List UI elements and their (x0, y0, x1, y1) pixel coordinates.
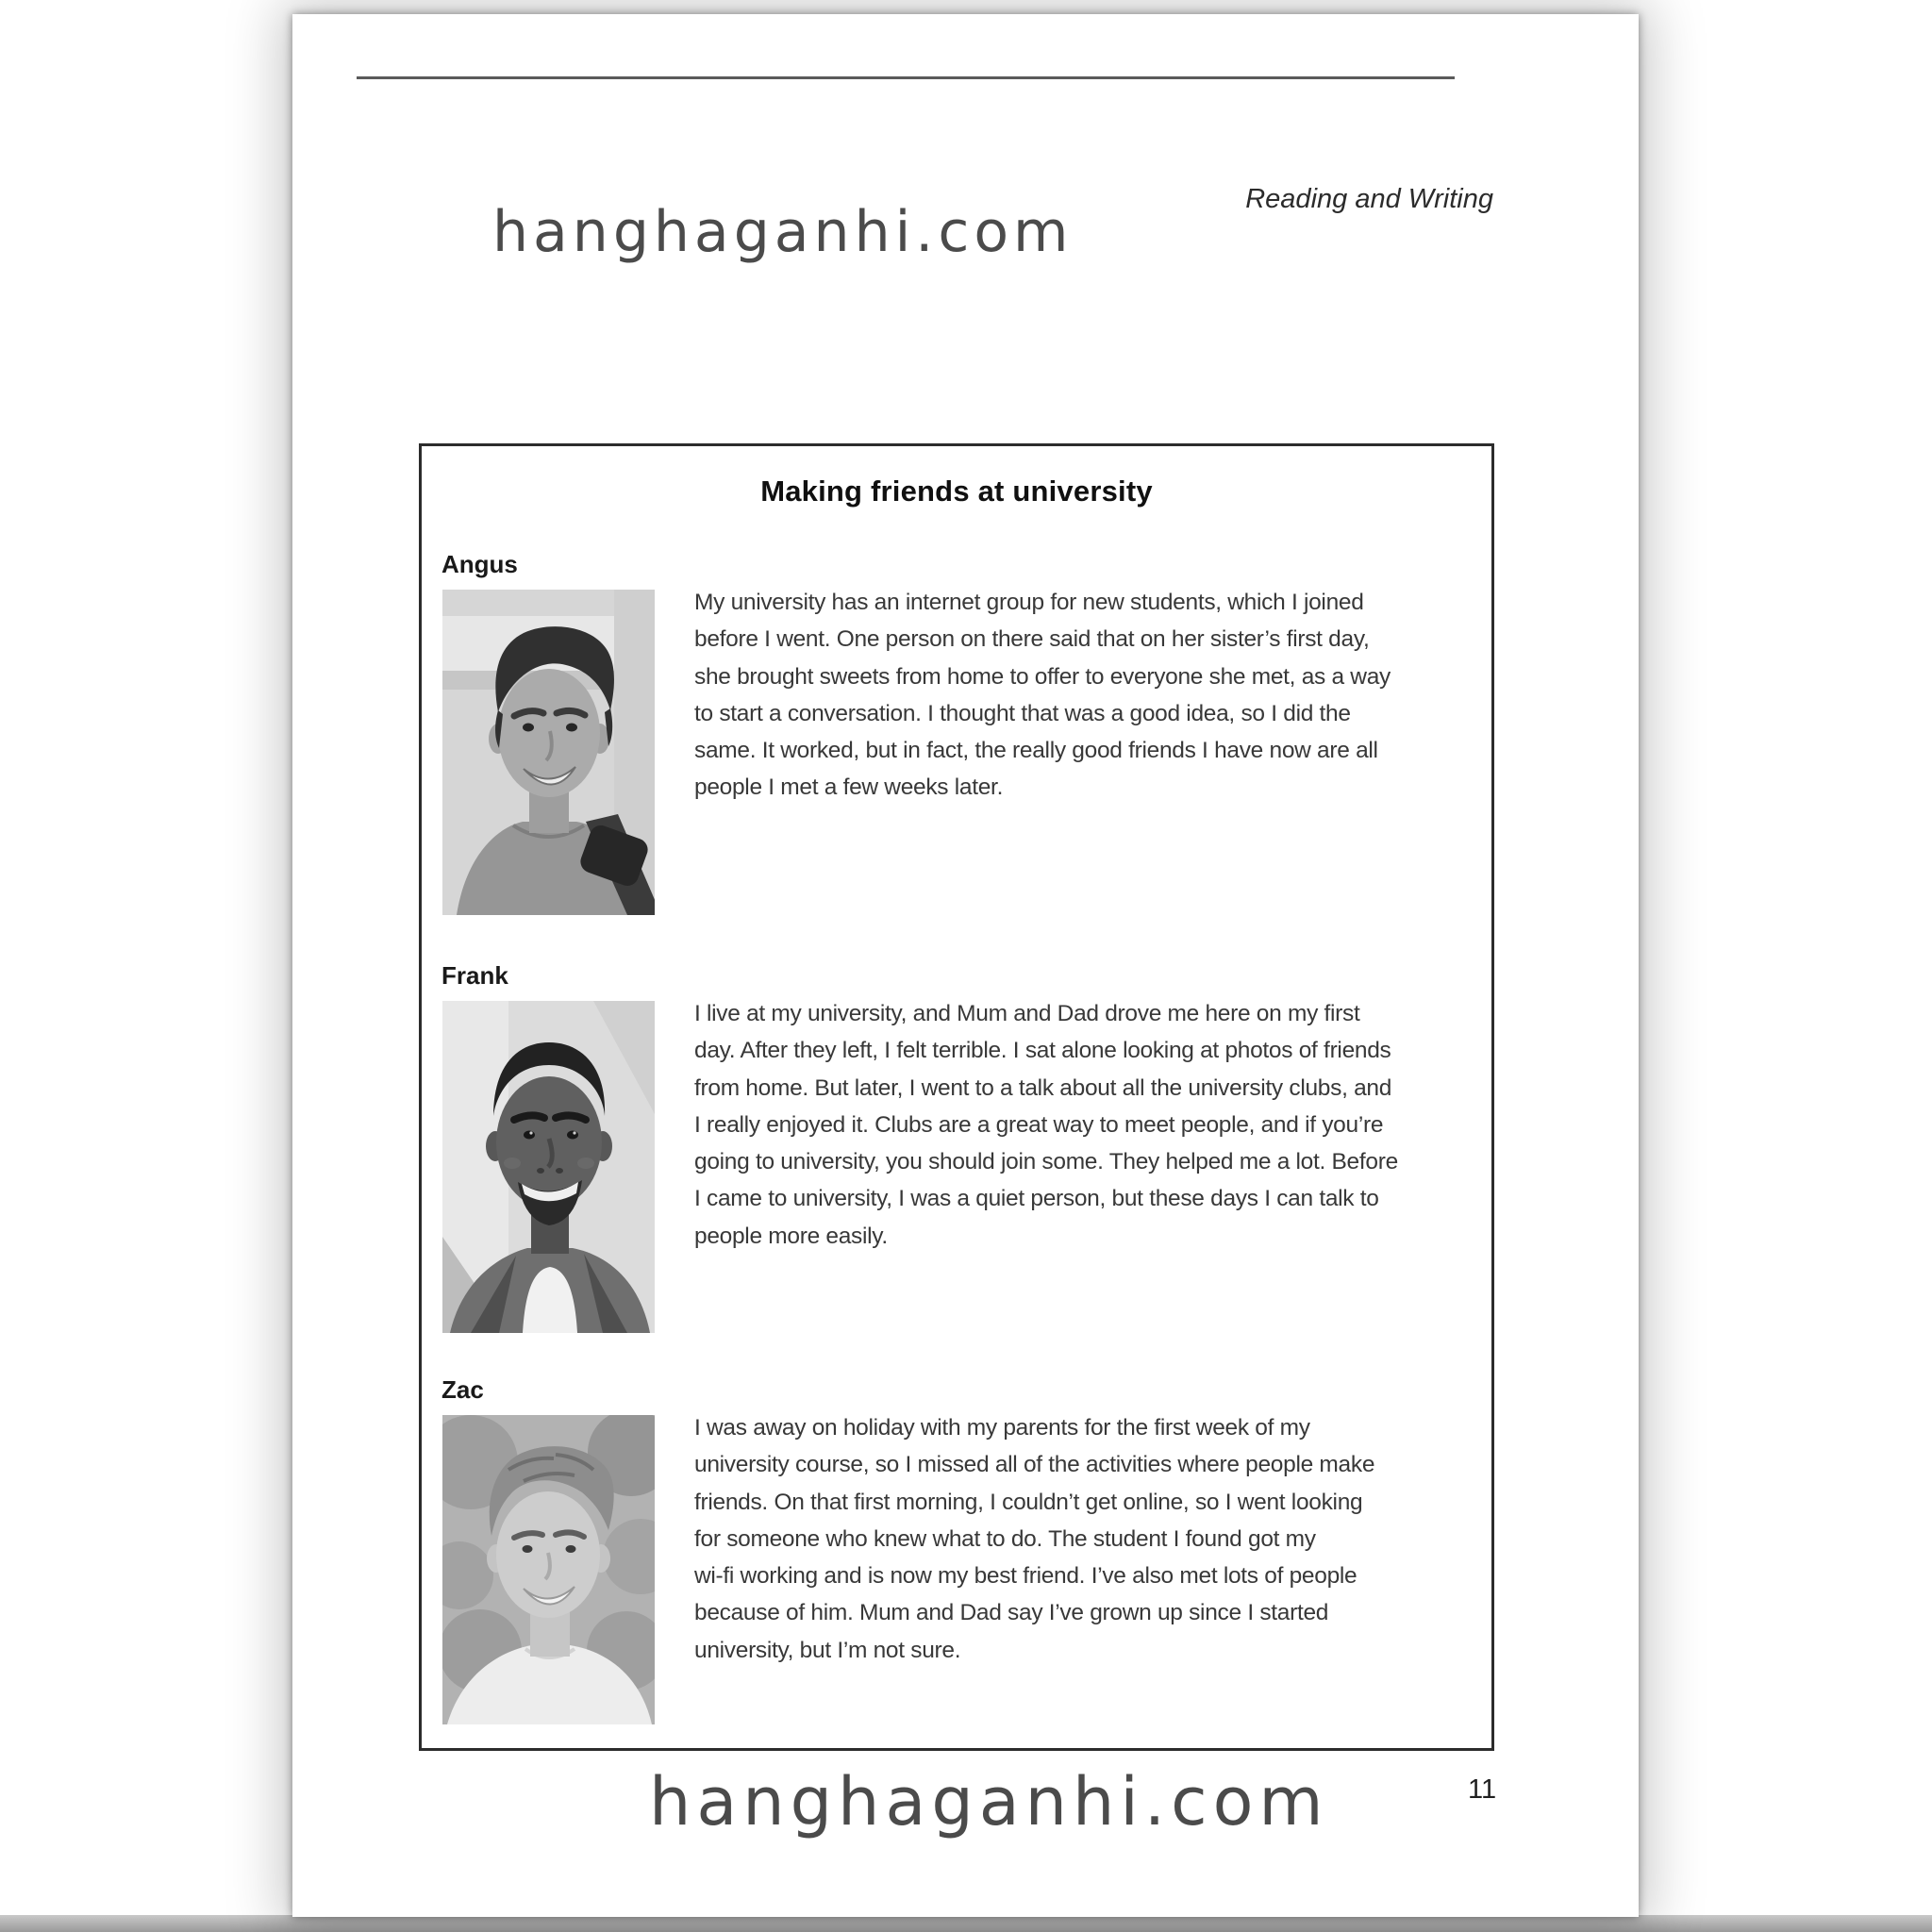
angus-photo (442, 590, 655, 915)
angus-portrait-illustration (442, 590, 655, 915)
frank-portrait-illustration (442, 1001, 655, 1333)
section-text: I live at my university, and Mum and Dad drove me here on my first day. After they left, I felt terrible. I sat alone looking at photos of friends from home. But later, I went to a talk about all the university clubs, and I really enjoyed it. Clubs are a great way to meet people, and if you’re going to university, you should join some. They helped me a lot. Before I came to university, I was a quiet person, but these days I can talk to people more easily. (694, 1001, 1398, 1249)
document-page (292, 14, 1639, 1917)
section-label: Angus (441, 550, 518, 578)
zac-photo (442, 1415, 655, 1724)
scan-bottom-edge (0, 1915, 1932, 1932)
header-rule (357, 76, 1455, 79)
zac-portrait-illustration (442, 1415, 655, 1724)
watermark-bottom: hanghaganhi.com (649, 1763, 1329, 1840)
page-number: 11 (1468, 1774, 1497, 1805)
section-text: My university has an internet group for new students, which I joined before I went. One person on there said that on her sister’s first day, she brought sweets from home to offer to everyone she met, as a way to start a conversation. I thought that was a good idea, so I did the same. It worked, but in fact, the really good friends I have now are all people I met a few weeks later. (694, 590, 1391, 801)
frank-photo (442, 1001, 655, 1333)
header-section-label: Reading and Writing (1245, 184, 1493, 214)
section-text: I was away on holiday with my parents for the first week of my university course, so I missed all of the activities where people make friends. On that first morning, I couldn’t get online, so I went looking for someone who knew what to do. The student I found got my wi-fi working and is now my best friend. I’ve also met lots of people because of him. Mum and Dad say I’ve grown up since I started university, but I’m not sure. (694, 1415, 1375, 1663)
passage-box (419, 443, 1494, 1751)
watermark-top: hanghaganhi.com (492, 199, 1074, 265)
section-label: Frank (441, 961, 508, 990)
passage-title: Making friends at university (760, 475, 1153, 508)
section-label: Zac (441, 1375, 484, 1404)
